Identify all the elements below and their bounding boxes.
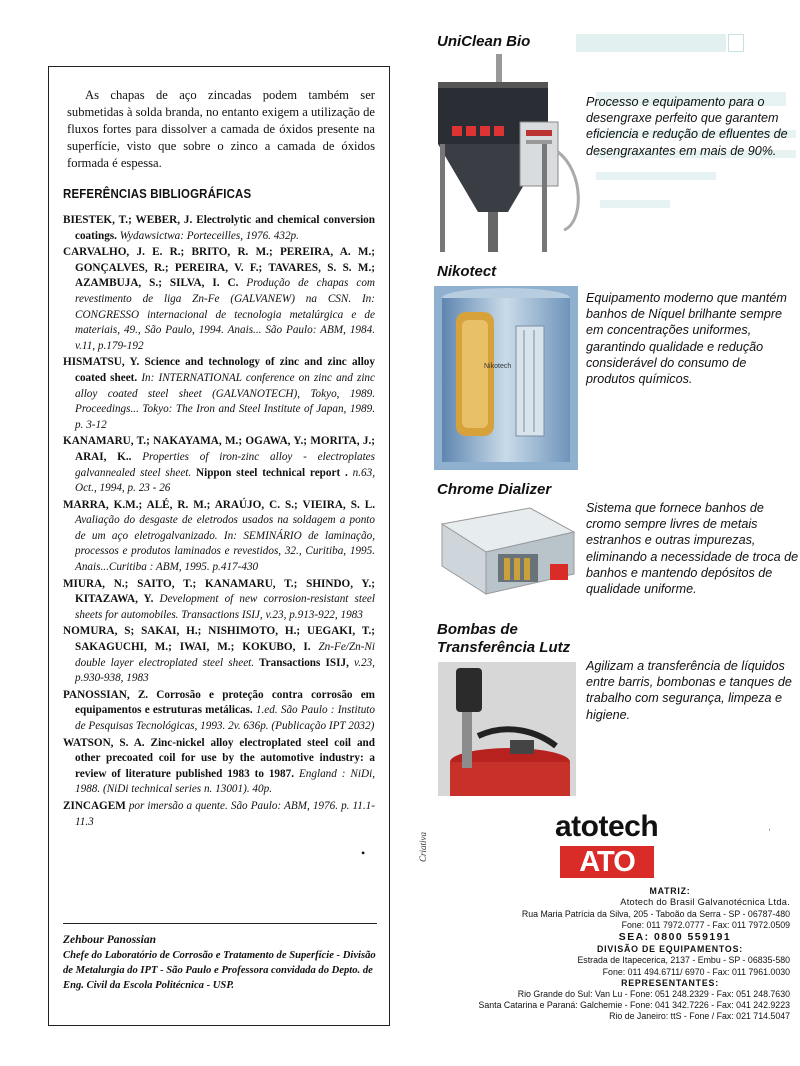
reference-item: PANOSSIAN, Z. Corrosão e proteção contra corrosão em equipamentos e estruturas metálicas. 1.ed. São Paulo : Instituto de Pesquisas Tecnológicas, 1993. 2v. 636p. (Publicação IPT 2032) <box>63 688 375 732</box>
background-watermark-line <box>596 172 716 180</box>
company-phone: Fone: 011 7972.0777 - Fax: 011 7972.0509 <box>621 920 790 930</box>
product-desc-nikotect: Equipamento moderno que mantém banhos de Níquel brilhante sempre em concentrações uniformes, garantindo qualidade e redução considerável do consumo de produtos químicos. <box>586 291 787 387</box>
author-box <box>63 923 377 993</box>
reference-item: HISMATSU, Y. Science and technology of zinc and zinc alloy coated sheet. In: INTERNATIONAL conference on zinc and zinc alloy coated steel sheet (GALVANOTECH), Tokyo, 1989. Proceedings... Tokyo: The Iron and Steel Institute of Japan, 1989. p. 3-12 <box>63 356 375 431</box>
background-watermark-band <box>576 34 726 52</box>
company-name: Atotech do Brasil Galvanotécnica Ltda. <box>620 897 790 908</box>
divisao-address: Estrada de Itapecerica, 2137 - Embu - SP - 06835-580 <box>577 955 790 966</box>
atotech-logo: atotech <box>555 810 659 843</box>
representante-rj: Rio de Janeiro: ttS - Fone / Fax: 021 714.5047 <box>609 1011 790 1022</box>
uniclean-equipment-image <box>434 52 594 258</box>
matriz-label: MATRIZ: <box>649 886 691 896</box>
reference-item: ZINCAGEM por imersão a quente. São Paulo: ABM, 1976. p. 11.1-11.3 <box>63 799 375 828</box>
product-title-chrome-dializer: Chrome Dializer <box>437 481 552 498</box>
bombas-equipment-image <box>438 662 576 796</box>
divisao-phone: Fone: 011 494.6711/ 6970 - Fax: 011 7961.0030 <box>602 966 790 977</box>
ato-logo-text: ATO <box>579 846 635 878</box>
references-heading: REFERÊNCIAS BIBLIOGRÁFICAS <box>63 186 252 201</box>
representantes-label: REPRESENTANTES: <box>621 977 719 988</box>
references-list <box>63 213 375 830</box>
product-title-bombas-line2: Transferência Lutz <box>437 639 571 656</box>
article-box <box>48 66 390 1026</box>
representante-sc-pr: Santa Catarina e Paraná: Galchemie - Fone: 041 342.7226 - Fax: 041 242.9223 <box>478 1000 790 1011</box>
product-desc-chrome-dializer: Sistema que fornece banhos de cromo sempre livres de metais estranhos e outras impurezas, eliminando a necessidade de troca de banhos e mantendo depósitos de qualidade uniforme. <box>586 501 799 597</box>
product-desc-uniclean: Processo e equipamento para o desengraxe perfeito que garantem eficiencia e redução de efluentes de desengraxantes em mais de 90%. <box>586 95 788 158</box>
author-name: Zehbour Panossian <box>63 934 156 946</box>
product-title-nikotect: Nikotect <box>437 263 497 280</box>
end-of-article-dot: • <box>361 846 366 860</box>
product-title-bombas <box>437 621 570 657</box>
article-intro-paragraph: As chapas de aço zincadas podem também ser submetidas à solda branda, no entanto exigem a utilização de fluxos fortes para dissolver a camada de óxidos presente na superfície, visto que sobre o zinco a camada de óxidos formada é espessa. <box>67 88 375 170</box>
background-watermark-logo <box>728 34 744 52</box>
product-title-uniclean: UniClean Bio <box>437 33 531 50</box>
sea-number: SEA: 0800 559191 <box>618 932 732 944</box>
criativa-credit: Criativa <box>418 831 428 862</box>
background-watermark-line <box>600 200 670 208</box>
chrome-dializer-equipment-image <box>438 502 578 598</box>
product-title-bombas-line1: Bombas de <box>437 621 518 638</box>
reference-item: CARVALHO, J. E. R.; BRITO, R. M.; PEREIRA, A. M.; GONÇALVES, R.; PEREIRA, V. F.; TAVARES, S. S. M.; AZAMBUJA, S.; SILVA, I. C. Produção de chapas com revestimento de liga Zn-Fe (GALVANEW) na CSN. In: CONGRESSO internacional de tecnologia metalúrgica e de materiais, 49., São Paulo, 1994. Anais... São Paulo: ABM, 1984. v.11, p.179-192 <box>63 246 375 352</box>
tick-mark: ˈ <box>768 828 772 839</box>
reference-item: MARRA, K.M.; ALÉ, R. M.; ARAÚJO, C. S.; VIEIRA, S. L. Avaliação do desgaste de eletrodos usados na soldagem a ponto de um aço eletrogalvanizado. In: SEMINÁRIO de laminação, processos e produtos laminados e revestidos, 32., Curitiba, 1995. Anais...Curitiba : ABM, 1995. p.417-430 <box>63 498 375 574</box>
contacts-block <box>430 886 790 1023</box>
divisao-label: DIVISÃO DE EQUIPAMENTOS: <box>597 944 743 955</box>
product-desc-bombas: Agilizam a transferência de líquidos entre barris, bombonas e tanques de trabalho com segurança, limpeza e higiene. <box>586 659 792 722</box>
nikotect-equipment-label: Nikotech <box>484 363 512 370</box>
reference-item: KANAMARU, T.; NAKAYAMA, M.; OGAWA, Y.; MORITA, J.; ARAI, K.. Properties of iron-zinc alloy - electroplates galvannealed steel sheet. Nippon steel technical report . n.63, Oct., 1994, p. 23 - 26 <box>63 435 375 495</box>
reference-item: WATSON, S. A. Zinc-nickel alloy electroplated steel coil and other precoated coil for use by the automotive industry: a review of literature published 1983 to 1987. England : NiDi, 1988. (NiDi technical series n. 13001). 40p. <box>63 736 375 796</box>
nikotect-equipment-image <box>434 286 578 470</box>
reference-item: MIURA, N.; SAITO, T.; KANAMARU, T.; SHINDO, Y.; KITAZAWA, Y. Development of new corrosion-resistant steel sheets for automobiles. Transactions ISIJ, v.23, p.913-922, 1983 <box>63 577 375 621</box>
reference-item: BIESTEK, T.; WEBER, J. Electrolytic and chemical conversion coatings. Wydawsictwa: Porteceilles, 1976. 432p. <box>63 214 375 242</box>
company-address: Rua Maria Patrícia da Silva, 205 - Taboão da Serra - SP - 06787-480 <box>521 908 790 919</box>
representante-rs: Rio Grande do Sul: Van Lu - Fone: 051 248.2329 - Fax: 051 248.7630 <box>517 989 790 1000</box>
reference-item: NOMURA, S; SAKAI, H.; NISHIMOTO, H.; UEGAKI, T.; SAKAGUCHI, M.; IWAI, M.; KOKUBO, I. Zn-Fe/Zn-Ni double layer electroplated steel sheet. Transactions ISIJ, v.23, p.930-938, 1983 <box>63 625 376 685</box>
author-description: Chefe do Laboratório de Corrosão e Tratamento de Superfície - Divisão de Metalurgia do IPT - São Paulo e Professora convidada do Depto. de Eng. Civil da Escola Politécnica - USP. <box>63 950 376 991</box>
